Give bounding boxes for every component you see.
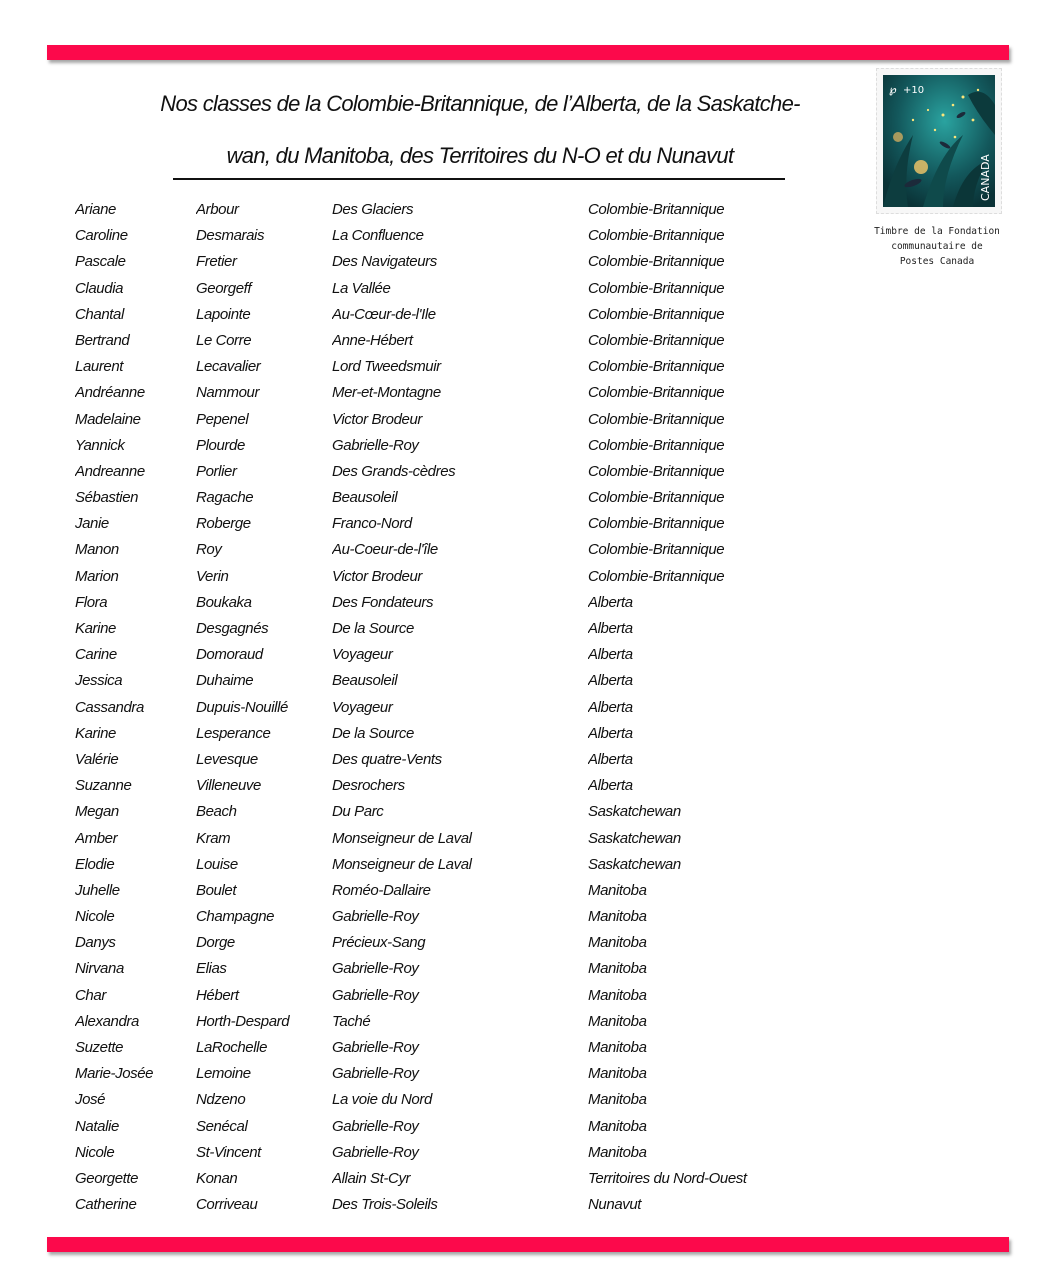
list-row <box>75 328 795 354</box>
first-name: Cassandra <box>75 698 144 716</box>
province-name: Manitoba <box>588 1117 647 1135</box>
school-name: Des Trois-Soleils <box>332 1196 438 1214</box>
school-name: Gabrielle-Roy <box>332 1039 419 1056</box>
last-name: Lecavalier <box>196 358 261 376</box>
list-row <box>75 380 795 406</box>
first-name: Janie <box>75 515 109 533</box>
class-list <box>75 197 795 1218</box>
last-name: Lesperance <box>196 724 271 742</box>
first-name: Marion <box>75 567 119 585</box>
stamp-caption-line: communautaire de <box>891 241 983 252</box>
school-name: Voyageur <box>332 698 393 716</box>
school-name: Desrochers <box>332 777 405 795</box>
list-row <box>75 616 795 642</box>
school-name: Gabrielle-Roy <box>332 436 419 454</box>
school-name: Des Grands-cèdres <box>332 462 456 480</box>
first-name: Flora <box>75 593 108 611</box>
last-name: Plourde <box>196 436 245 454</box>
first-name: Georgette <box>75 1169 139 1187</box>
province-name: Colombie-Britannique <box>588 305 725 323</box>
list-row <box>75 276 795 302</box>
last-name: Nammour <box>196 384 260 402</box>
province-name: Alberta <box>588 620 633 637</box>
school-name: Au-Cœur-de-l'Ile <box>332 305 436 323</box>
last-name: Senécal <box>196 1117 248 1135</box>
title-line-2: wan, du Manitoba, des Territoires du N-O et du Nunavut <box>226 143 734 168</box>
first-name: Natalie <box>75 1117 119 1135</box>
list-row <box>75 904 795 930</box>
first-name: Megan <box>75 803 119 821</box>
school-name: La voie du Nord <box>332 1091 432 1109</box>
province-name: Manitoba <box>588 934 647 952</box>
first-name: Nicole <box>75 908 115 926</box>
last-name: Villeneuve <box>196 777 261 795</box>
last-name: Corriveau <box>196 1196 258 1214</box>
first-name: Valérie <box>75 750 119 768</box>
province-name: Saskatchewan <box>588 855 681 873</box>
school-name: La Confluence <box>332 227 424 245</box>
school-name: Mer-et-Montagne <box>332 384 441 402</box>
first-name: Claudia <box>75 279 124 297</box>
first-name: Jessica <box>75 672 123 690</box>
first-name: Danys <box>75 934 116 952</box>
school-name: Des Glaciers <box>332 201 414 218</box>
list-row <box>75 1140 795 1166</box>
province-name: Alberta <box>588 672 633 690</box>
province-name: Colombie-Britannique <box>588 462 725 480</box>
province-name: Colombie-Britannique <box>588 436 725 454</box>
province-name: Manitoba <box>588 1091 647 1109</box>
first-name: José <box>75 1091 106 1109</box>
list-row <box>75 302 795 328</box>
list-row <box>75 564 795 590</box>
school-name: Gabrielle-Roy <box>332 1143 419 1161</box>
last-name: Georgeff <box>196 279 252 297</box>
list-row <box>75 511 795 537</box>
first-name: Sébastien <box>75 489 139 507</box>
province-name: Colombie-Britannique <box>588 279 725 297</box>
school-name: Des Fondateurs <box>332 593 434 611</box>
school-name: Monseigneur de Laval <box>332 829 472 847</box>
list-row <box>75 1087 795 1113</box>
school-name: Gabrielle-Roy <box>332 960 419 978</box>
first-name: Caroline <box>75 227 128 245</box>
last-name: Desmarais <box>196 227 265 245</box>
province-name: Saskatchewan <box>588 803 681 821</box>
school-name: Lord Tweedsmuir <box>332 358 441 376</box>
last-name: Boulet <box>196 881 237 899</box>
first-name: Char <box>75 986 106 1004</box>
list-row <box>75 799 795 825</box>
school-name: Victor Brodeur <box>332 567 423 585</box>
province-name: Nunavut <box>588 1196 642 1214</box>
title-divider <box>173 178 785 180</box>
first-name: Ariane <box>75 201 116 218</box>
list-row <box>75 668 795 694</box>
school-name: Au-Coeur-de-l'île <box>332 541 438 559</box>
province-name: Colombie-Britannique <box>588 384 725 402</box>
province-name: Alberta <box>588 724 633 742</box>
first-name: Suzanne <box>75 777 132 795</box>
last-name: Kram <box>196 829 231 847</box>
first-name: Alexandra <box>75 1012 139 1030</box>
first-name: Pascale <box>75 253 126 271</box>
list-row <box>75 1192 795 1218</box>
school-name: Anne-Hébert <box>332 331 413 349</box>
list-row <box>75 983 795 1009</box>
last-name: Konan <box>196 1169 238 1187</box>
school-name: Victor Brodeur <box>332 410 423 428</box>
school-name: Gabrielle-Roy <box>332 986 419 1004</box>
stamp-block <box>866 68 1008 269</box>
province-name: Manitoba <box>588 1039 647 1056</box>
last-name: Fretier <box>196 253 237 271</box>
first-name: Nicole <box>75 1143 115 1161</box>
last-name: Champagne <box>196 908 275 926</box>
province-name: Manitoba <box>588 908 647 926</box>
last-name: Lapointe <box>196 305 251 323</box>
title-line-1: Nos classes de la Colombie-Britannique, de l’Alberta, de la Saskatche- <box>160 91 800 116</box>
last-name: Pepenel <box>196 410 249 428</box>
last-name: Lemoine <box>196 1065 251 1083</box>
list-row <box>75 249 795 275</box>
last-name: Louise <box>196 855 238 873</box>
first-name: Andréanne <box>75 384 145 402</box>
province-name: Colombie-Britannique <box>588 410 725 428</box>
province-name: Manitoba <box>588 1143 647 1161</box>
last-name: Porlier <box>196 462 237 480</box>
list-row <box>75 459 795 485</box>
first-name: Amber <box>75 829 118 847</box>
province-name: Colombie-Britannique <box>588 201 725 218</box>
page-title <box>110 78 850 182</box>
last-name: Verin <box>196 567 229 585</box>
province-name: Colombie-Britannique <box>588 489 725 507</box>
province-name: Alberta <box>588 698 633 716</box>
last-name: Horth-Despard <box>196 1012 290 1030</box>
firefly-stamp-illustration <box>883 75 995 207</box>
list-row <box>75 433 795 459</box>
last-name: Ragache <box>196 489 254 507</box>
school-name: La Vallée <box>332 279 391 297</box>
last-name: Arbour <box>196 201 239 218</box>
list-row <box>75 826 795 852</box>
bottom-accent-bar <box>47 1237 1009 1252</box>
list-row <box>75 721 795 747</box>
school-name: Beausoleil <box>332 489 398 507</box>
stamp-caption-line: Postes Canada <box>899 256 975 267</box>
first-name: Karine <box>75 724 116 742</box>
province-name: Alberta <box>588 777 633 795</box>
first-name: Marie-Josée <box>75 1065 154 1083</box>
last-name: Beach <box>196 803 237 821</box>
first-name: Carine <box>75 646 117 664</box>
list-row <box>75 1166 795 1192</box>
first-name: Suzette <box>75 1039 124 1056</box>
first-name: Yannick <box>75 436 125 454</box>
list-row <box>75 852 795 878</box>
school-name: De la Source <box>332 724 414 742</box>
last-name: St-Vincent <box>196 1143 261 1161</box>
stamp-caption-line: Timbre de la Fondation <box>874 226 1000 237</box>
province-name: Manitoba <box>588 881 647 899</box>
list-row <box>75 537 795 563</box>
province-name: Alberta <box>588 646 633 664</box>
school-name: Allain St-Cyr <box>332 1169 411 1187</box>
first-name: Madelaine <box>75 410 141 428</box>
school-name: Gabrielle-Roy <box>332 1117 419 1135</box>
last-name: Ndzeno <box>196 1091 246 1109</box>
list-row <box>75 223 795 249</box>
first-name: Elodie <box>75 855 115 873</box>
school-name: Gabrielle-Roy <box>332 1065 419 1083</box>
province-name: Colombie-Britannique <box>588 541 725 559</box>
first-name: Andreanne <box>75 462 145 480</box>
school-name: Des Navigateurs <box>332 253 437 271</box>
list-row <box>75 197 795 223</box>
first-name: Bertrand <box>75 331 130 349</box>
stamp-caption <box>866 224 1008 269</box>
list-row <box>75 773 795 799</box>
school-name: Gabrielle-Roy <box>332 908 419 926</box>
first-name: Chantal <box>75 305 124 323</box>
first-name: Laurent <box>75 358 124 376</box>
last-name: LaRochelle <box>196 1039 268 1056</box>
last-name: Boukaka <box>196 593 252 611</box>
first-name: Juhelle <box>75 881 120 899</box>
province-name: Colombie-Britannique <box>588 253 725 271</box>
school-name: Roméo-Dallaire <box>332 881 431 899</box>
stamp-country: CANADA <box>979 154 992 201</box>
province-name: Colombie-Britannique <box>588 331 725 349</box>
list-row <box>75 642 795 668</box>
list-row <box>75 1061 795 1087</box>
list-row <box>75 485 795 511</box>
province-name: Manitoba <box>588 960 647 978</box>
list-row <box>75 930 795 956</box>
first-name: Catherine <box>75 1196 137 1214</box>
school-name: Des quatre-Vents <box>332 750 442 768</box>
province-name: Manitoba <box>588 1012 647 1030</box>
province-name: Colombie-Britannique <box>588 515 725 533</box>
list-row <box>75 1035 795 1061</box>
last-name: Dupuis-Nouillé <box>196 698 288 716</box>
school-name: Précieux-Sang <box>332 934 426 952</box>
first-name: Nirvana <box>75 960 124 978</box>
last-name: Desgagnés <box>196 620 269 637</box>
list-row <box>75 747 795 773</box>
stamp-value: +10 <box>903 85 925 96</box>
province-name: Manitoba <box>588 986 647 1004</box>
school-name: Voyageur <box>332 646 393 664</box>
school-name: Du Parc <box>332 803 384 821</box>
last-name: Roberge <box>196 515 251 533</box>
province-name: Alberta <box>588 750 633 768</box>
last-name: Roy <box>196 541 222 559</box>
list-row <box>75 878 795 904</box>
province-name: Alberta <box>588 593 633 611</box>
school-name: Franco-Nord <box>332 515 412 533</box>
last-name: Levesque <box>196 750 258 768</box>
last-name: Hébert <box>196 986 239 1004</box>
province-name: Saskatchewan <box>588 829 681 847</box>
last-name: Le Corre <box>196 331 252 349</box>
list-row <box>75 695 795 721</box>
province-name: Colombie-Britannique <box>588 358 725 376</box>
school-name: De la Source <box>332 620 414 637</box>
province-name: Colombie-Britannique <box>588 567 725 585</box>
stamp-image <box>876 68 1002 214</box>
list-row <box>75 1114 795 1140</box>
list-row <box>75 1009 795 1035</box>
province-name: Manitoba <box>588 1065 647 1083</box>
school-name: Beausoleil <box>332 672 398 690</box>
list-row <box>75 590 795 616</box>
first-name: Manon <box>75 541 119 559</box>
last-name: Domoraud <box>196 646 263 664</box>
school-name: Monseigneur de Laval <box>332 855 472 873</box>
last-name: Duhaime <box>196 672 254 690</box>
list-row <box>75 354 795 380</box>
school-name: Taché <box>332 1012 371 1030</box>
post-symbol-icon: ℘ <box>889 83 897 96</box>
last-name: Dorge <box>196 934 235 952</box>
last-name: Elias <box>196 960 227 978</box>
list-row <box>75 407 795 433</box>
first-name: Karine <box>75 620 116 637</box>
province-name: Colombie-Britannique <box>588 227 725 245</box>
top-accent-bar <box>47 45 1009 60</box>
list-row <box>75 956 795 982</box>
province-name: Territoires du Nord-Ouest <box>588 1169 747 1187</box>
